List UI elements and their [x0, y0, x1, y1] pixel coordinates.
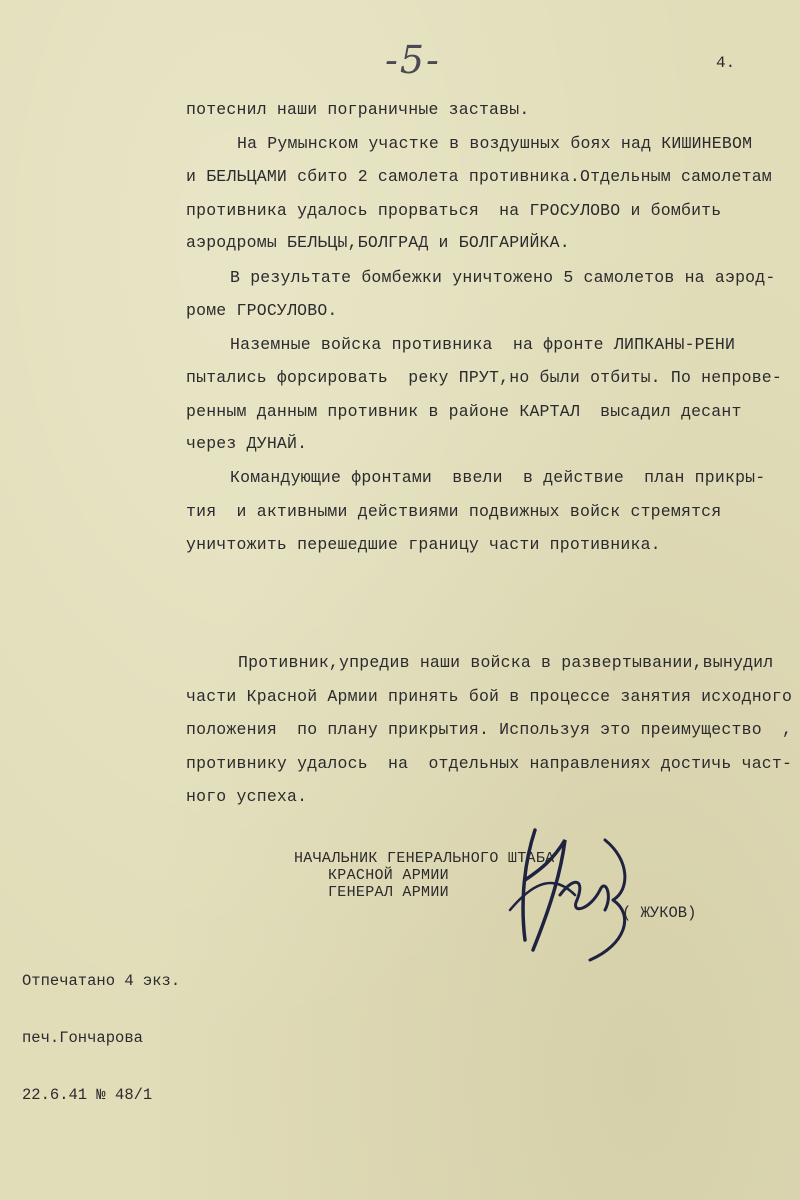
- typed-page-number: 4.: [716, 54, 736, 72]
- body-line: Наземные войска противника на фронте ЛИПКАНЫ-РЕНИ: [230, 335, 736, 354]
- handwritten-page-number: -5-: [385, 38, 441, 82]
- signature-title-line: ГЕНЕРАЛ АРМИИ: [328, 884, 449, 901]
- body-line: тия и активными действиями подвижных войск стремятся: [186, 502, 722, 521]
- signature-title-line: КРАСНОЙ АРМИИ: [328, 867, 449, 884]
- print-note: [22, 934, 180, 1143]
- body-line: пытались форсировать реку ПРУТ,но были отбиты. По непрове-: [186, 368, 782, 387]
- body-line: противника удалось прорваться на ГРОСУЛОВО и бомбить: [186, 201, 722, 220]
- body-line: положения по плану прикрытия. Используя это преимущество ,: [186, 720, 793, 739]
- handwritten-signature: [505, 820, 645, 970]
- body-line: Противник,упредив наши войска в развертывании,вынудил: [238, 653, 774, 672]
- body-line: В результате бомбежки уничтожено 5 самолетов на аэрод-: [230, 268, 776, 287]
- print-note-line: Отпечатано 4 экз.: [22, 972, 181, 990]
- body-line: Командующие фронтами ввели в действие план прикры-: [230, 468, 766, 487]
- body-line: На Румынском участке в воздушных боях над КИШИНЕВОМ: [237, 134, 753, 153]
- body-line: противнику удалось на отдельных направлениях достичь част-: [186, 754, 793, 773]
- body-line: ного успеха.: [186, 787, 308, 806]
- signature-title-line: НАЧАЛЬНИК ГЕНЕРАЛЬНОГО ШТАБА: [294, 850, 555, 867]
- body-line: и БЕЛЬЦАМИ сбито 2 самолета противника.Отдельным самолетам: [186, 167, 772, 186]
- print-note-line: 22.6.41 № 48/1: [22, 1086, 153, 1104]
- signatory-name: ( ЖУКОВ): [622, 904, 697, 922]
- body-line: потеснил наши пограничные заставы.: [186, 100, 530, 119]
- body-line: аэродромы БЕЛЬЦЫ,БОЛГРАД и БОЛГАРИЙКА.: [186, 233, 570, 252]
- print-note-line: печ.Гончарова: [22, 1029, 143, 1047]
- body-line: ренным данным противник в районе КАРТАЛ высадил десант: [186, 402, 742, 421]
- body-line: через ДУНАЙ.: [186, 434, 308, 453]
- body-line: уничтожить перешедшие границу части противника.: [186, 535, 661, 554]
- body-line: роме ГРОСУЛОВО.: [186, 301, 338, 320]
- body-line: части Красной Армии принять бой в процессе занятия исходного: [186, 687, 793, 706]
